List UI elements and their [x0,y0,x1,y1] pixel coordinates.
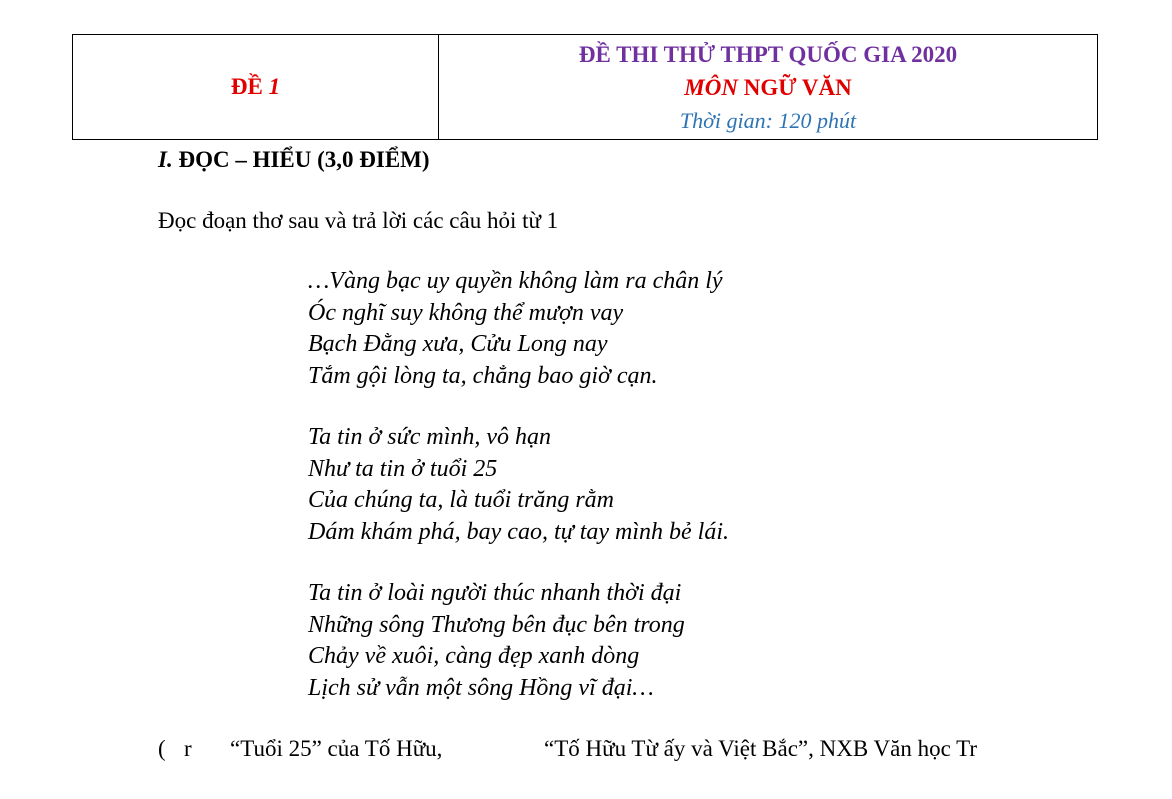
exam-number-label [231,74,280,100]
exam-header-table [72,34,1098,140]
poem-line: Lịch sử vẫn một sông Hồng vĩ đại… [308,674,654,701]
exam-title: ĐỀ THI THỬ THPT QUỐC GIA 2020 [578,42,958,67]
poem-line: …Vàng bạc uy quyền không làm ra chân lý [308,268,723,294]
source-fragment: r [184,736,192,761]
poem-line: Của chúng ta, là tuổi trăng rằm [308,487,615,513]
exam-info-cell [439,35,1097,139]
subject-prefix: MÔN [684,75,738,100]
poem-source [158,734,977,764]
poem-line: Óc nghĩ suy không thể mượn vay [308,299,624,326]
source-open-paren: ( [158,736,166,761]
poem-line: Tắm gội lòng ta, chẳng bao giờ cạn. [308,362,658,389]
exam-subject [684,71,851,104]
poem-stanza [308,266,729,392]
exam-number-word: ĐỀ [230,74,263,99]
poem-stanza [308,422,729,548]
poem-line: Như ta tin ở tuổi 25 [308,455,498,482]
subject-name: NGỮ VĂN [737,75,852,100]
poem-stanza [308,578,729,704]
source-poem-ref: “Tuổi 25” của Tố Hữu, [230,736,443,761]
section-title: ĐỌC – HIỂU (3,0 ĐIỂM) [172,147,430,172]
exam-duration: Thời gian: 120 phút [679,108,857,133]
reading-instruction: Đọc đoạn thơ sau và trả lời các câu hỏi từ 1 [158,208,559,233]
poem-line: Ta tin ở sức mình, vô hạn [308,424,552,450]
section-roman: I. [158,147,173,172]
section-heading [158,145,430,175]
poem-line: Ta tin ở loài người thúc nhanh thời đại [308,580,682,606]
poem-line: Chảy về xuôi, càng đẹp xanh dòng [308,643,640,669]
exam-number-cell [73,35,439,139]
poem-line: Dám khám phá, bay cao, tự tay mình bẻ lái. [308,518,730,545]
poem-excerpt [308,266,729,734]
poem-line: Bạch Đằng xưa, Cửu Long nay [308,331,608,357]
exam-number-value: 1 [268,74,281,99]
poem-line: Những sông Thương bên đục bên trong [308,611,685,638]
source-book-ref: “Tố Hữu Từ ấy và Việt Bắc”, NXB Văn học Tr [544,736,978,761]
